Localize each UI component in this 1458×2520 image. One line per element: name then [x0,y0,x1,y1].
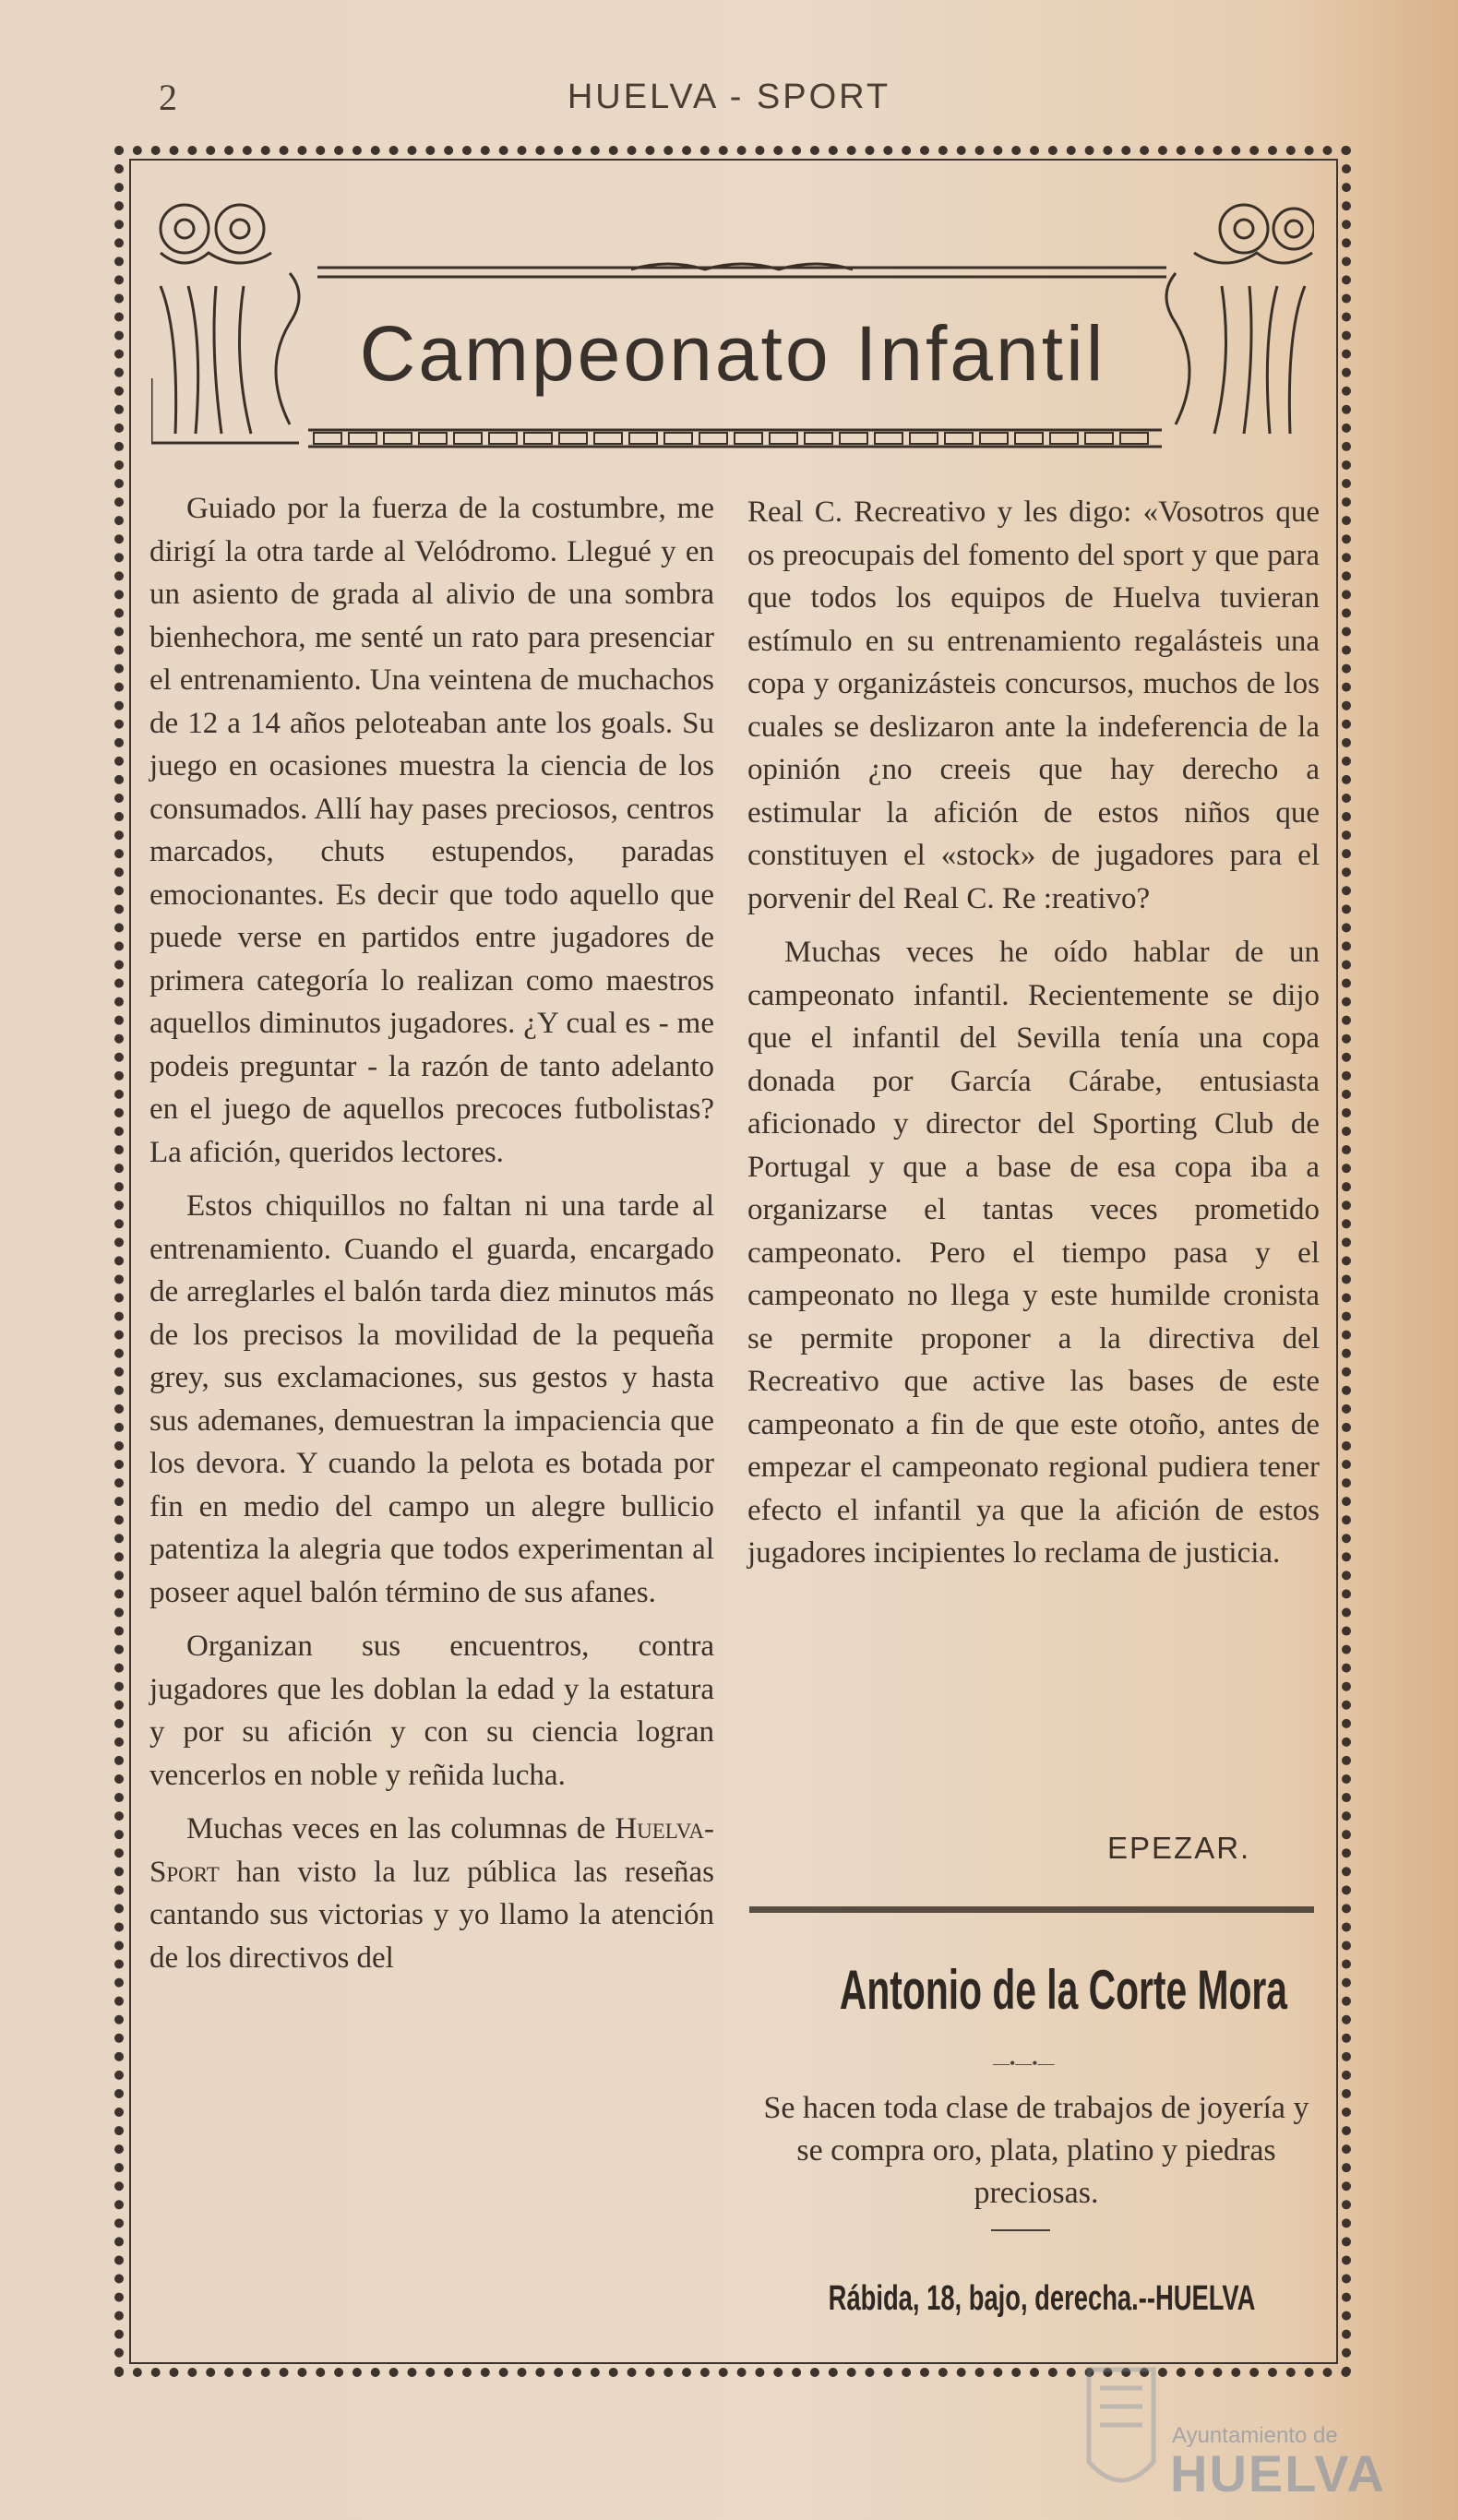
article-paragraph: Real C. Recreativo y les digo: «Vosotros que os preocupais del fomento del sport y que para que todos los equipos de Huelva tuvieran estímulo en su entrenamiento regalásteis una copa y organizásteis concursos, muchos de los cuales se deslizaron ante la indeferencia de la opinión ¿no creeis que hay derecho a estimular la afición de estos niños que constituyen el «stock» de jugadores para el porvenir del Real C. Re :reativo? [747,496,1320,915]
article-column-right [747,491,1320,1586]
article-paragraph: Estos chiquillos no faltan ni una tarde al entrenamiento. Cuando el guarda, encargado de arreglarles el balón tarda diez minutos más de los precisos la movilidad de la pequeña grey, sus exclamaciones, sus gestos y hasta sus ademanes, demuestran la impaciencia que los devora. Y cuando la pelota es botada por fin en medio del campo un alegre bullicio patentiza la alegria que todos experimentan al poseer aquel balón término de sus afanes. [149,1189,714,1609]
article-paragraph: Organizan sus encuentros, contra jugadores que les doblan la edad y la estatura y por su afición y con su ciencia logran vencerlos en noble y reñida lucha. [149,1630,714,1792]
publication-name-inline: Huelva-Sport [149,1812,714,1889]
paragraph-text: Muchas veces en las columnas de [186,1812,615,1845]
article-paragraph [149,1808,714,1979]
ad-description: Se hacen toda clase de trabajos de joyería y se compra oro, plata, platino y piedras preciosas. [763,2091,1309,2210]
watermark-text: Ayuntamiento de [1172,2423,1338,2448]
ornament-dash: —•—•— [993,2054,1055,2072]
ad-business-name: Antonio de la Corte Mora [839,1959,1288,2021]
ad-divider [991,2229,1050,2231]
page-number: 2 [159,77,177,118]
publication-header: HUELVA - SPORT [567,78,891,116]
article-paragraph: Muchas veces he oído hablar de un campeonato infantil. Recientemente se dijo que el infantil del Sevilla tenía una copa donada por García Cárabe, entusiasta aficionado y director del Sporting Club de Portugal y que a base de esa copa iba a organizarse el tantas veces prometido campeonato. Pero el tiempo pasa y el campeonato no llega y este humilde cronista se permite proponer a la directiva del Recreativo que active las bases de este campeonato a fin de que este otoño, antes de empezar el campeonato regional pudiera tener efecto el infantil ya que la afición de estos jugadores incipientes lo reclama de justicia. [747,936,1320,1570]
section-divider [749,1906,1314,1913]
article-paragraph: Guiado por la fuerza de la costumbre, me dirigí la otra tarde al Velódromo. Llegué y en un asiento de grada al alivio de una sombra bienhechora, me senté un rato para presenciar el entrenamiento. Una veintena de muchachos de 12 a 14 años peloteaban ante los goals. Su juego en ocasiones muestra la ciencia de los consumados. Allí hay pases preciosos, centros marcados, chuts estupendos, paradas emocionantes. Es decir que todo aquello que puede verse en partidos entre jugadores de primera categoría lo realizan como maestros aquellos diminutos jugadores. ¿Y cual es - me podeis preguntar - la razón de tanto adelanto en el juego de aquellos precoces futbolistas? La afición, queridos lectores. [149,492,714,1169]
author-signature: EPEZAR. [1107,1831,1251,1865]
paragraph-text: han visto la luz pública las reseñas cantando sus victorias y yo llamo la atención de los directivos del [149,1855,714,1975]
article-column-left [149,487,714,1990]
ad-address: Rábida, 18, bajo, derecha.--HUELVA [828,2279,1256,2318]
article-header [151,185,1314,452]
watermark-title: HUELVA [1170,2444,1386,2502]
article-title: Campeonato Infantil [359,310,1106,397]
